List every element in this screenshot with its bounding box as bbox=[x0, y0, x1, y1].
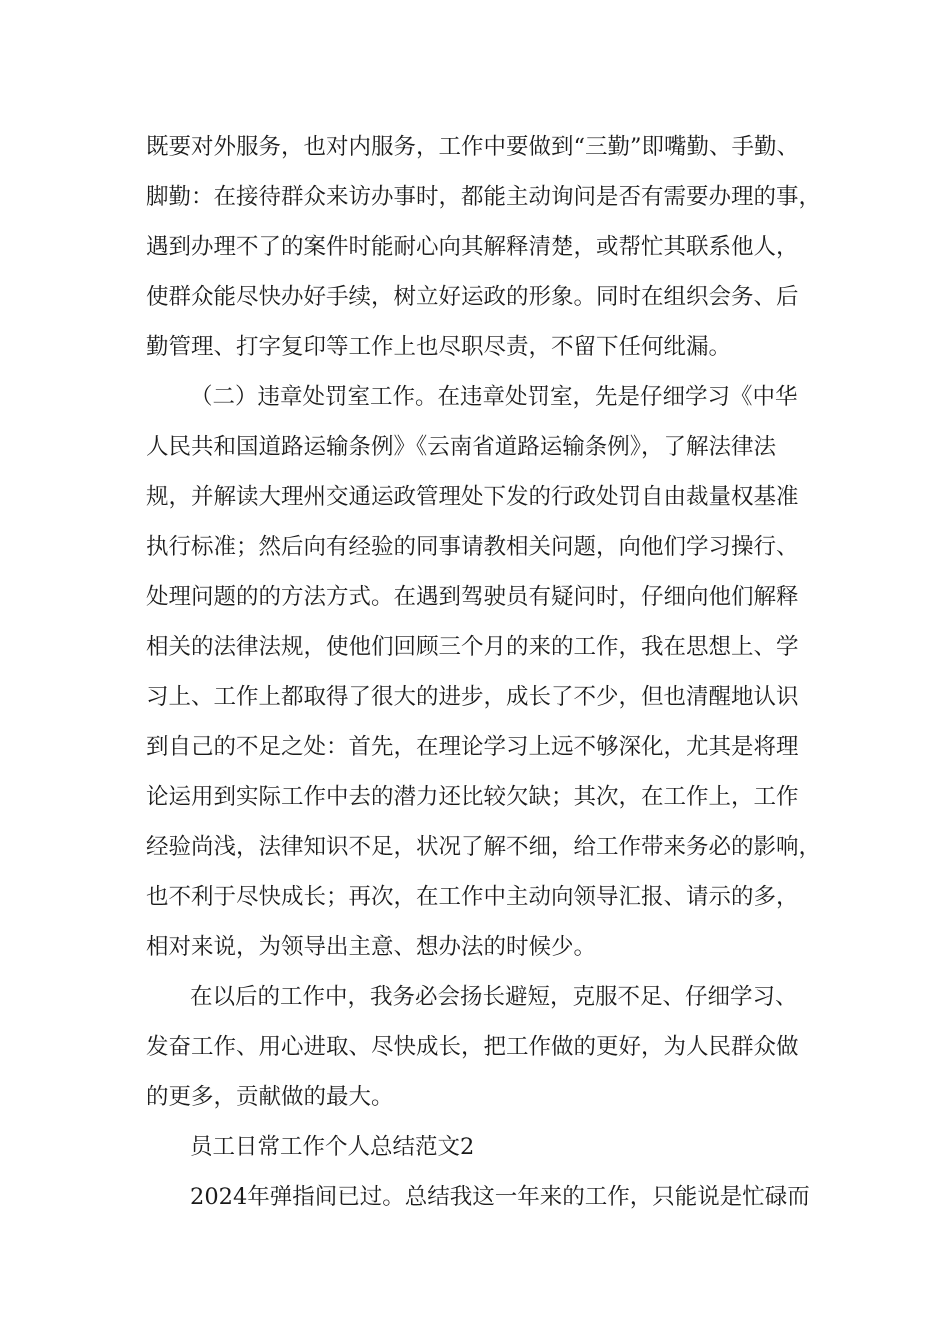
document-subtitle: 员工日常工作个人总结范文2 bbox=[190, 1134, 475, 1160]
text-line: 也不利于尽快成长；再次，在工作中主动向领导汇报、请示的多， bbox=[146, 884, 799, 910]
text-line: 脚勤：在接待群众来访办事时，都能主动询问是否有需要办理的事， bbox=[146, 184, 822, 210]
text-line: 相关的法律法规，使他们回顾三个月的来的工作，我在思想上、学 bbox=[146, 634, 799, 660]
text-line: 人民共和国道路运输条例》《云南省道路运输条例》，了解法律法 bbox=[146, 434, 777, 460]
text-line: 处理问题的的方法方式。在遇到驾驶员有疑问时，仔细向他们解释 bbox=[146, 584, 799, 610]
text-line: 在以后的工作中，我务必会扬长避短，克服不足、仔细学习、 bbox=[190, 984, 798, 1010]
text-line: 相对来说，为领导出主意、想办法的时候少。 bbox=[146, 934, 597, 960]
text-line: 规，并解读大理州交通运政管理处下发的行政处罚自由裁量权基准 bbox=[146, 484, 799, 510]
text-line: 执行标准；然后向有经验的同事请教相关问题，向他们学习操行、 bbox=[146, 534, 799, 560]
text-line: 到自己的不足之处：首先，在理论学习上远不够深化，尤其是将理 bbox=[146, 734, 799, 760]
text-line: 勤管理、打字复印等工作上也尽职尽责，不留下任何纰漏。 bbox=[146, 334, 732, 360]
text-line: 使群众能尽快办好手续，树立好运政的形象。同时在组织会务、后 bbox=[146, 284, 799, 310]
text-line: 经验尚浅，法律知识不足，状况了解不细，给工作带来务必的影响， bbox=[146, 834, 822, 860]
text-line: 发奋工作、用心进取、尽快成长，把工作做的更好，为人民群众做 bbox=[146, 1034, 799, 1060]
text-line: 习上、工作上都取得了很大的进步，成长了不少，但也清醒地认识 bbox=[146, 684, 799, 710]
text-line: 2024年弹指间已过。总结我这一年来的工作，只能说是忙碌而 bbox=[190, 1184, 810, 1210]
text-line: 论运用到实际工作中去的潜力还比较欠缺；其次，在工作上，工作 bbox=[146, 784, 799, 810]
text-line: 既要对外服务，也对内服务，工作中要做到“三勤”即嘴勤、手勤、 bbox=[146, 134, 800, 160]
text-line: 的更多，贡献做的最大。 bbox=[146, 1084, 394, 1110]
text-line: 遇到办理不了的案件时能耐心向其解释清楚，或帮忙其联系他人， bbox=[146, 234, 799, 260]
section-heading-line: （二）违章处罚室工作。在违章处罚室，先是仔细学习《中华 bbox=[190, 384, 798, 410]
